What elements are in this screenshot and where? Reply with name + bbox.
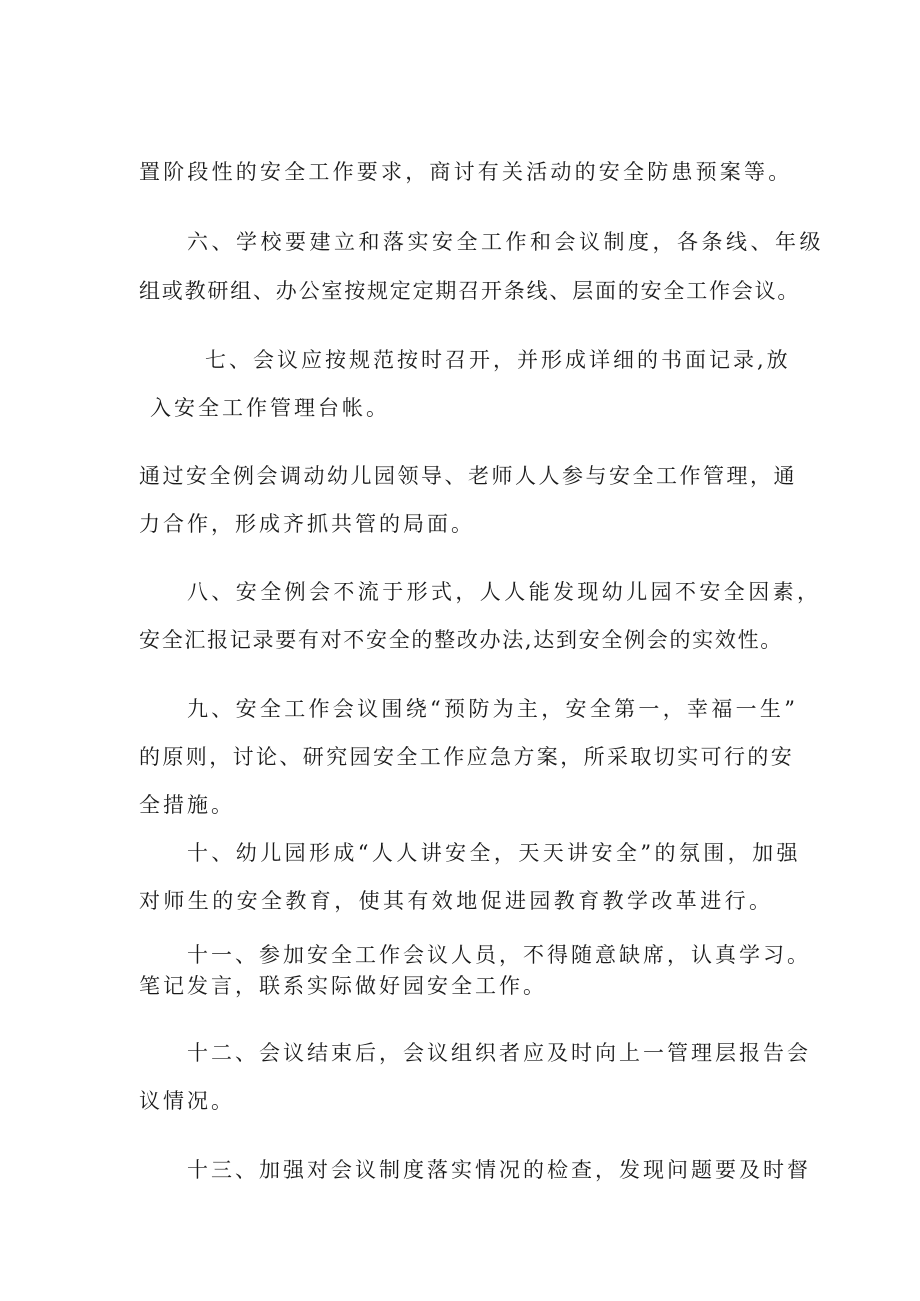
text-line: 十一、参加安全工作会议人员，不得随意缺席，认真学习。 <box>187 943 811 967</box>
text-line: 十三、加强对会议制度落实情况的检查，发现问题要及时督 <box>187 1158 811 1182</box>
text-line: 对师生的安全教育，使其有效地促进园教育教学改革进行。 <box>139 889 774 913</box>
text-line: 入安全工作管理台帐。 <box>150 396 390 420</box>
text-line: 置阶段性的安全工作要求，商讨有关活动的安全防患预案等。 <box>139 160 793 184</box>
text-line: 笔记发言，联系实际做好园安全工作。 <box>139 974 547 998</box>
text-line: 全措施。 <box>139 793 235 817</box>
text-line: 七、会议应按规范按时召开，并形成详细的书面记录,放 <box>205 348 791 372</box>
text-line: 六、学校要建立和落实安全工作和会议制度，各条线、年级 <box>187 230 824 254</box>
text-line: 十二、会议结束后，会议组织者应及时向上一管理层报告会 <box>187 1041 811 1065</box>
text-line: 八、安全例会不流于形式，人人能发现幼儿园不安全因素， <box>187 580 822 604</box>
text-line: 的原则，讨论、研究园安全工作应急方案，所采取切实可行的安 <box>139 745 795 769</box>
text-line: 组或教研组、办公室按规定定期召开条线、层面的安全工作会议。 <box>139 279 801 303</box>
text-line: 议情况。 <box>139 1089 235 1113</box>
text-line: 安全汇报记录要有对不安全的整改办法,达到安全例会的实效性。 <box>139 628 783 652</box>
text-line: 力合作，形成齐抓共管的局面。 <box>139 512 475 536</box>
text-line: 通过安全例会调动幼儿园领导、老师人人参与安全工作管理，通 <box>139 464 797 488</box>
text-line: 九、安全工作会议围绕“预防为主，安全第一，幸福一生” <box>187 697 799 721</box>
text-line: 十、幼儿园形成“人人讲安全，天天讲安全”的氛围，加强 <box>187 841 801 865</box>
